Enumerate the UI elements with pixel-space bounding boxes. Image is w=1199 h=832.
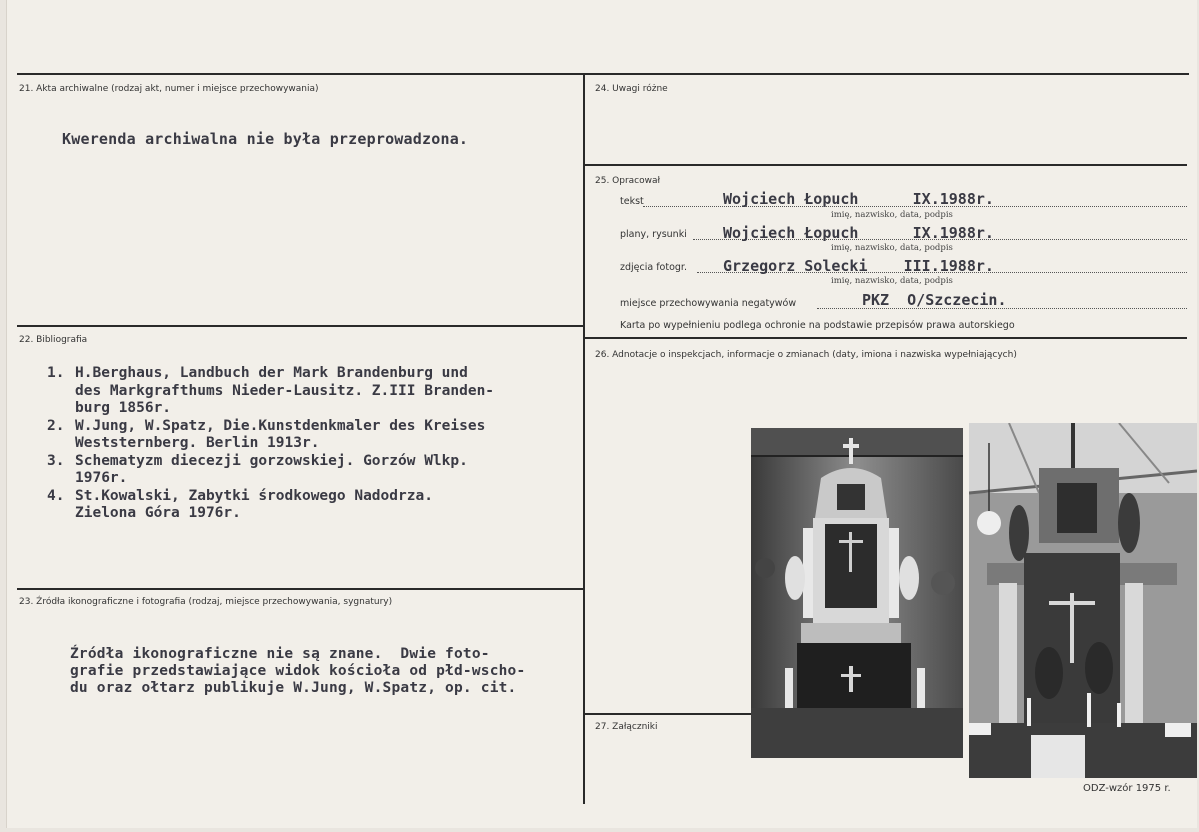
sources-line-2: grafie przedstawiające widok kościoła od płd-wscho-	[70, 663, 526, 679]
plany-value: Wojciech Łopuch IX.1988r.	[723, 224, 994, 242]
list-item: 3. Schematyzm diecezji gorzowskiej. Gorzów Wlkp. 1976r.	[47, 452, 468, 486]
section-21-label: 21. Akta archiwalne (rodzaj akt, numer i miejsce przechowywania)	[19, 84, 319, 94]
list-item: 4. St.Kowalski, Zabytki środkowego Nadodrza. Zielona Góra 1976r.	[47, 487, 433, 521]
altar-photo-right	[969, 423, 1197, 778]
rule-22-23	[17, 588, 583, 590]
altar-photo-right-image	[969, 423, 1197, 778]
zdjecia-caption: imię, nazwisko, data, podpis	[831, 276, 953, 286]
altar-photo-left	[751, 428, 963, 758]
record-card	[6, 0, 1197, 828]
zdjecia-label: zdjęcia fotogr.	[620, 262, 687, 273]
negatywy-value: PKZ O/Szczecin.	[862, 291, 1007, 309]
section-21-text: Kwerenda archiwalna nie była przeprowadzona.	[62, 130, 469, 148]
tekst-caption: imię, nazwisko, data, podpis	[831, 210, 953, 220]
list-item: 1. H.Berghaus, Landbuch der Mark Brandenburg und des Markgrafthums Nieder-Lausitz. Z.III Branden- burg 1856r.	[47, 365, 495, 416]
sources-line-3: du oraz ołtarz publikuje W.Jung, W.Spatz, op. cit.	[70, 680, 517, 696]
top-rule	[17, 73, 1189, 75]
section-24-label: 24. Uwagi różne	[595, 84, 668, 94]
copyright-note: Karta po wypełnieniu podlega ochronie na podstawie przepisów prawa autorskiego	[620, 320, 1015, 331]
altar-photo-left-image	[751, 428, 963, 758]
plany-label: plany, rysunki	[620, 229, 687, 240]
rule-21-22	[17, 325, 583, 327]
form-footer: ODZ-wzór 1975 r.	[1083, 783, 1171, 794]
section-25-label: 25. Opracował	[595, 176, 661, 186]
section-22-label: 22. Bibliografia	[19, 335, 88, 345]
rule-24-25	[585, 164, 1187, 166]
section-27-label: 27. Załączniki	[595, 722, 658, 732]
tekst-label: tekst	[620, 196, 644, 207]
plany-caption: imię, nazwisko, data, podpis	[831, 243, 953, 253]
bibliography-list	[47, 365, 587, 523]
rule-25-26	[585, 337, 1187, 339]
tekst-value: Wojciech Łopuch IX.1988r.	[723, 190, 994, 208]
zdjecia-value: Grzegorz Solecki III.1988r.	[723, 257, 994, 275]
list-item: 2. W.Jung, W.Spatz, Die.Kunstdenkmaler des Kreises Weststernberg. Berlin 1913r.	[47, 417, 486, 451]
section-23-label: 23. Źródła ikonograficzne i fotografia (rodzaj, miejsce przechowywania, sygnatury)	[19, 597, 393, 607]
rule-26-27	[585, 713, 753, 715]
section-26-label: 26. Adnotacje o inspekcjach, informacje o zmianach (daty, imiona i nazwiska wypełniających)	[595, 350, 1017, 360]
sources-line-1: Źródła ikonograficzne nie są znane. Dwie foto-	[70, 646, 490, 662]
negatywy-label: miejsce przechowywania negatywów	[620, 298, 797, 309]
